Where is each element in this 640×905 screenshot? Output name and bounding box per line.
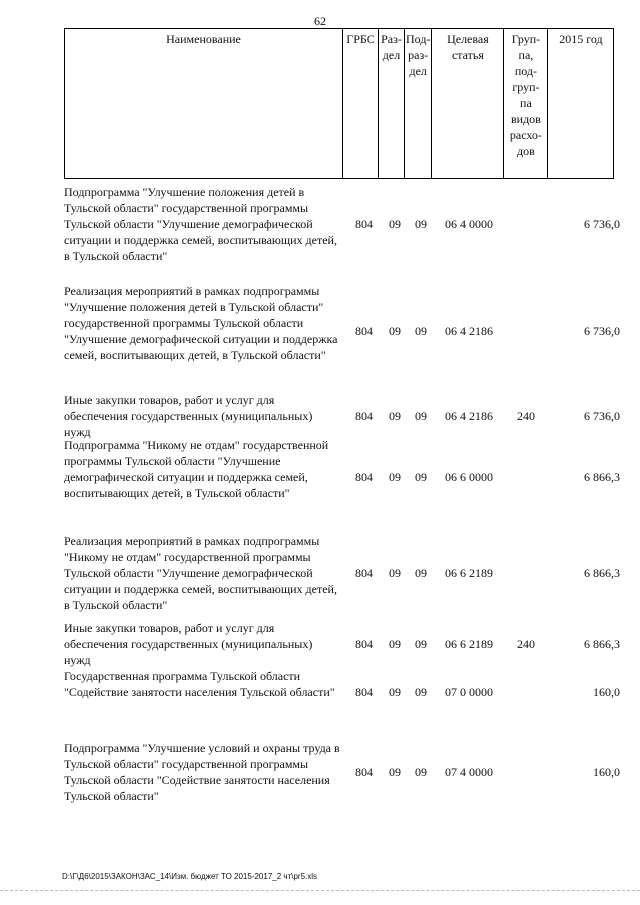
row-name: Подпрограмма "Улучшение условий и охраны труда в Тульской области" государственной программы Тульской области "Содействие занятости населения Тульской области": [64, 741, 340, 803]
table-header: [64, 28, 614, 179]
header-razdel: Раз- дел: [379, 29, 405, 179]
row-grbs: 804: [355, 637, 373, 651]
row-gruppa: 240: [517, 409, 535, 423]
row-amount: 6 866,3: [584, 566, 620, 580]
header-year: 2015 год: [548, 29, 614, 179]
row-podrazdel: 09: [415, 409, 427, 423]
row-gruppa: 240: [517, 637, 535, 651]
row-amount: 6 866,3: [584, 470, 620, 484]
row-grbs: 804: [355, 217, 373, 231]
row-grbs: 804: [355, 470, 373, 484]
row-celevaya: 06 6 0000: [445, 470, 493, 484]
row-podrazdel: 09: [415, 685, 427, 699]
row-podrazdel: 09: [415, 637, 427, 651]
row-grbs: 804: [355, 324, 373, 338]
footer-divider: [0, 890, 640, 891]
row-amount: 6 736,0: [584, 324, 620, 338]
row-name: Подпрограмма "Улучшение положения детей в Тульской области" государственной программы Тульской области "Улучшение демографической ситуации и поддержка семей, воспитывающих детей, в Тульской области": [64, 185, 337, 263]
row-amount: 6 736,0: [584, 217, 620, 231]
row-celevaya: 06 4 0000: [445, 217, 493, 231]
row-grbs: 804: [355, 685, 373, 699]
row-razdel: 09: [389, 566, 401, 580]
row-razdel: 09: [389, 470, 401, 484]
row-podrazdel: 09: [415, 470, 427, 484]
header-podrazdel: Под- раз- дел: [405, 29, 432, 179]
footer-path: D:\Г\Д6\2015\ЗАКОН\ЗАС_14\Изм. бюджет ТО 2015-2017_2 чт\pr5.xls: [62, 872, 318, 881]
row-celevaya: 07 0 0000: [445, 685, 493, 699]
row-podrazdel: 09: [415, 324, 427, 338]
row-name: Государственная программа Тульской области "Содействие занятости населения Тульской области": [64, 669, 335, 699]
header-name: Наименование: [65, 29, 343, 179]
row-razdel: 09: [389, 217, 401, 231]
row-celevaya: 06 4 2186: [445, 409, 493, 423]
header-gruppa: Груп- па, под- груп- па видов расхо- дов: [504, 29, 548, 179]
page-number: 62: [314, 14, 326, 28]
row-celevaya: 07 4 0000: [445, 765, 493, 779]
row-name: Иные закупки товаров, работ и услуг для обеспечения государственных (муниципальных) нужд: [64, 393, 313, 439]
row-celevaya: 06 4 2186: [445, 324, 493, 338]
row-grbs: 804: [355, 765, 373, 779]
row-razdel: 09: [389, 685, 401, 699]
header-celevaya: Целевая статья: [432, 29, 504, 179]
row-name: Реализация мероприятий в рамках подпрограммы "Никому не отдам" государственной программы Тульской области "Улучшение демографической ситуации и поддержка семей, воспитывающих детей, в Тульской области": [64, 534, 337, 612]
row-amount: 6 866,3: [584, 637, 620, 651]
header-grbs: ГРБС: [343, 29, 379, 179]
row-amount: 6 736,0: [584, 409, 620, 423]
row-grbs: 804: [355, 566, 373, 580]
row-razdel: 09: [389, 409, 401, 423]
row-razdel: 09: [389, 324, 401, 338]
row-celevaya: 06 6 2189: [445, 637, 493, 651]
row-grbs: 804: [355, 409, 373, 423]
row-razdel: 09: [389, 637, 401, 651]
row-name: Реализация мероприятий в рамках подпрограммы "Улучшение положения детей в Тульской области" государственной программы Тульской области "Улучшение демографической ситуации и поддержка семей, воспитывающих детей, в Тульской области": [64, 284, 338, 362]
row-amount: 160,0: [593, 765, 620, 779]
row-name: Иные закупки товаров, работ и услуг для обеспечения государственных (муниципальных) нужд: [64, 621, 313, 667]
row-celevaya: 06 6 2189: [445, 566, 493, 580]
row-razdel: 09: [389, 765, 401, 779]
row-podrazdel: 09: [415, 765, 427, 779]
row-amount: 160,0: [593, 685, 620, 699]
row-podrazdel: 09: [415, 566, 427, 580]
row-name: Подпрограмма "Никому не отдам" государственной программы Тульской области "Улучшение демографической ситуации и поддержка семей, воспитывающих детей, в Тульской области": [64, 438, 329, 500]
row-podrazdel: 09: [415, 217, 427, 231]
